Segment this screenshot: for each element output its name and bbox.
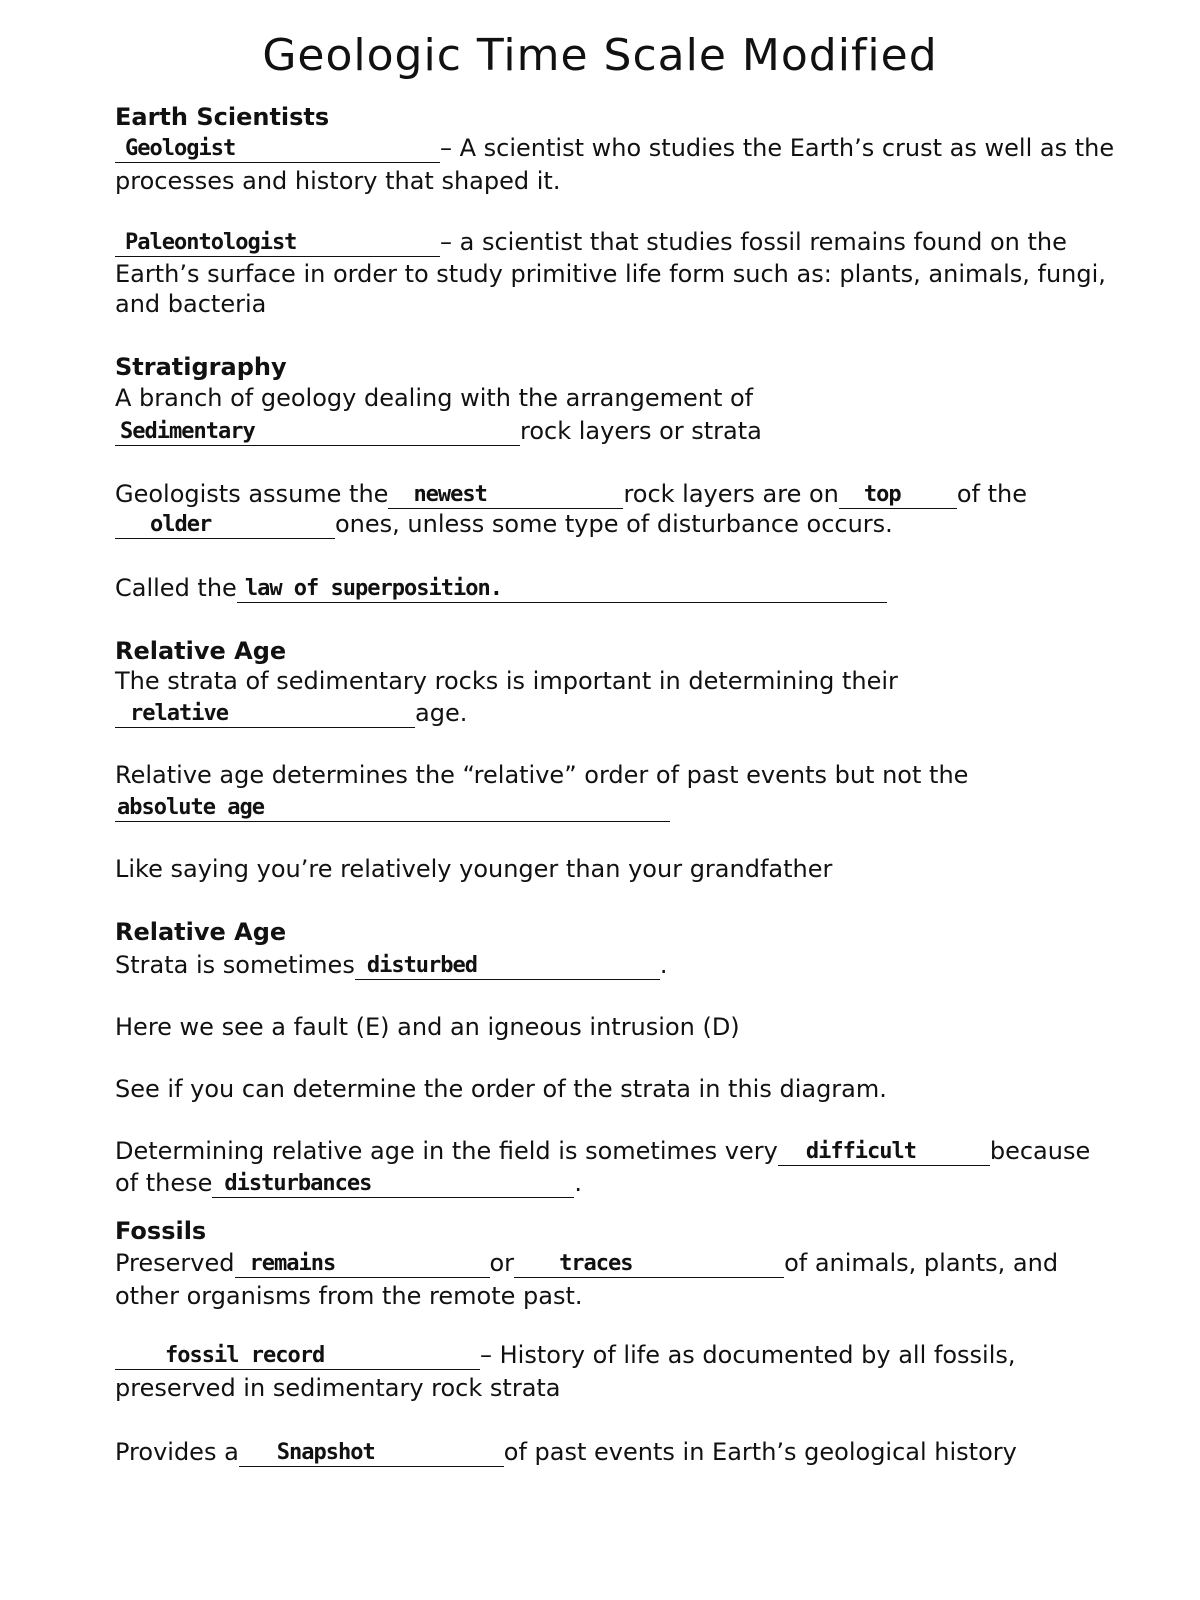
section-heading-relative-age-2: Relative Age xyxy=(115,918,287,946)
handwritten-answer-relative: relative xyxy=(130,701,228,726)
answer-blank[interactable] xyxy=(514,1248,784,1278)
handwritten-answer-geologist: Geologist xyxy=(125,136,236,161)
strata-line xyxy=(115,950,667,980)
handwritten-answer-newest: newest xyxy=(413,482,487,507)
answer-blank[interactable] xyxy=(115,133,440,163)
see-line: See if you can determine the order of the strata in this diagram. xyxy=(115,1075,887,1103)
provides-text-end: of past events in Earth’s geological history xyxy=(503,1438,1017,1466)
preserved-text-or: or xyxy=(489,1249,515,1277)
answer-blank[interactable] xyxy=(778,1136,990,1166)
handwritten-answer-remains: remains xyxy=(249,1251,336,1276)
section-heading-fossils: Fossils xyxy=(115,1217,207,1245)
handwritten-answer-traces: traces xyxy=(559,1251,633,1276)
strata-text-start: Strata is sometimes xyxy=(115,951,355,979)
called-line xyxy=(115,573,887,603)
answer-blank[interactable] xyxy=(115,1340,480,1370)
handwritten-answer-sedimentary: Sedimentary xyxy=(120,419,255,444)
handwritten-answer-difficult: difficult xyxy=(805,1139,917,1164)
geologist-definition-line2: processes and history that shaped it. xyxy=(115,167,561,195)
fossil-record-text: – History of life as documented by all fossils, xyxy=(480,1341,1016,1369)
answer-blank[interactable] xyxy=(115,416,520,446)
paleontologist-definition-line2: Earth’s surface in order to study primitive life form such as: plants, animals, fungi, xyxy=(115,260,1106,288)
assume-line1 xyxy=(115,479,1027,509)
section-heading-stratigraphy: Stratigraphy xyxy=(115,353,287,381)
determining-text-start: Determining relative age in the field is sometimes very xyxy=(115,1137,778,1165)
geologist-definition-line1 xyxy=(115,133,1114,163)
section-heading-earth-scientists: Earth Scientists xyxy=(115,103,330,131)
stratigraphy-line2-text: rock layers or strata xyxy=(520,417,762,445)
paleontologist-definition-line1 xyxy=(115,227,1067,257)
assume-text-start: Geologists assume the xyxy=(115,480,389,508)
section-heading-relative-age: Relative Age xyxy=(115,637,287,665)
handwritten-answer-older: older xyxy=(150,512,212,537)
fault-line: Here we see a fault (E) and an igneous intrusion (D) xyxy=(115,1013,740,1041)
handwritten-answer-snapshot: Snapshot xyxy=(276,1440,375,1465)
assume-line2-text: ones, unless some type of disturbance occurs. xyxy=(335,510,893,538)
handwritten-answer-top: top xyxy=(863,482,901,507)
handwritten-answer-fossil-record: fossil record xyxy=(165,1343,325,1368)
these-text-end: . xyxy=(574,1169,583,1197)
determining-text-end: because xyxy=(989,1137,1091,1165)
strata-text-end: . xyxy=(659,951,668,979)
relative-age-line3: Relative age determines the “relative” order of past events but not the xyxy=(115,761,969,789)
relative-age-line1: The strata of sedimentary rocks is important in determining their xyxy=(115,667,898,695)
provides-text-start: Provides a xyxy=(115,1438,239,1466)
determining-line2 xyxy=(115,1168,582,1198)
stratigraphy-line1: A branch of geology dealing with the arrangement of xyxy=(115,384,754,412)
answer-blank[interactable] xyxy=(115,509,335,539)
assume-text-end: of the xyxy=(956,480,1028,508)
preserved-text-start: Preserved xyxy=(115,1249,235,1277)
answer-blank[interactable] xyxy=(839,479,957,509)
relative-age-line2 xyxy=(115,698,467,728)
answer-blank[interactable] xyxy=(115,792,670,822)
handwritten-answer-absolute-age: absolute age xyxy=(117,795,264,820)
handwritten-answer-paleontologist: Paleontologist xyxy=(125,230,297,255)
preserved-line1 xyxy=(115,1248,1058,1278)
preserved-line2: other organisms from the remote past. xyxy=(115,1282,583,1310)
answer-blank[interactable] xyxy=(239,1437,504,1467)
handwritten-answer-disturbed: disturbed xyxy=(366,953,478,978)
answer-blank[interactable] xyxy=(237,573,887,603)
definition-text: – A scientist who studies the Earth’s crust as well as the xyxy=(440,134,1115,162)
definition-text: – a scientist that studies fossil remains found on the xyxy=(440,228,1067,256)
page-title: Geologic Time Scale Modified xyxy=(262,30,938,81)
answer-blank[interactable] xyxy=(212,1168,574,1198)
fossil-record-line1 xyxy=(115,1340,1016,1370)
answer-blank[interactable] xyxy=(115,227,440,257)
relative-age-line4 xyxy=(115,792,670,822)
provides-line xyxy=(115,1437,1017,1467)
handwritten-answer-law: law of superposition. xyxy=(244,576,502,601)
answer-blank[interactable] xyxy=(115,698,415,728)
determining-line1 xyxy=(115,1136,1090,1166)
assume-text-mid: rock layers are on xyxy=(623,480,839,508)
called-text: Called the xyxy=(115,574,237,602)
fossil-record-line2: preserved in sedimentary rock strata xyxy=(115,1374,561,1402)
stratigraphy-line2 xyxy=(115,416,762,446)
answer-blank[interactable] xyxy=(355,950,660,980)
preserved-text-end: of animals, plants, and xyxy=(784,1249,1059,1277)
relative-age-line2-text: age. xyxy=(415,699,468,727)
answer-blank[interactable] xyxy=(235,1248,490,1278)
relative-age-line5: Like saying you’re relatively younger than your grandfather xyxy=(115,855,833,883)
these-text-start: of these xyxy=(115,1169,213,1197)
paleontologist-definition-line3: and bacteria xyxy=(115,290,267,318)
assume-line2 xyxy=(115,509,893,539)
answer-blank[interactable] xyxy=(388,479,623,509)
handwritten-answer-disturbances: disturbances xyxy=(224,1171,372,1196)
